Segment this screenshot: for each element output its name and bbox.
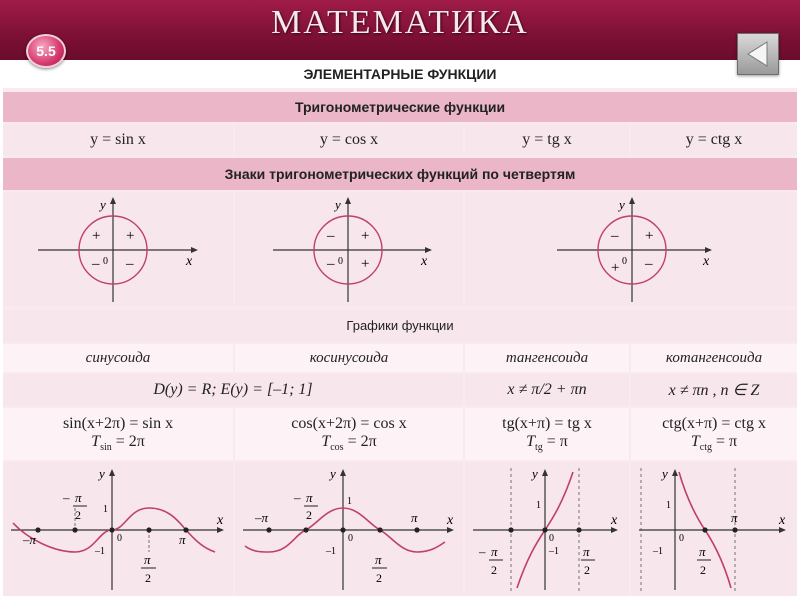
svg-text:π: π (179, 532, 186, 547)
svg-text:y: y (330, 466, 336, 481)
domain-sin-cos: D(y) = R; E(y) = [–1; 1] (3, 374, 463, 406)
period-eq-tg: tg(x+π) = tg x (502, 414, 592, 432)
svg-text:–1: –1 (653, 546, 663, 557)
sign-q3: – (92, 256, 100, 272)
sign-q1: + (126, 228, 135, 244)
name-ctg: котангенсоида (631, 344, 797, 372)
svg-text:0: 0 (348, 533, 353, 544)
svg-text:π: π (583, 544, 590, 559)
svg-text:0: 0 (549, 533, 554, 544)
name-cos: косинусоида (235, 344, 463, 372)
svg-text:–π: –π (255, 510, 269, 525)
svg-text:2: 2 (306, 508, 312, 522)
svg-text:–1: –1 (549, 546, 559, 557)
svg-text:1: 1 (347, 496, 352, 507)
sign-q4: – (645, 256, 653, 272)
period-value-tg: $T_{tg} = \pi$ (526, 432, 568, 454)
x-axis-label: x (421, 254, 428, 269)
svg-text:1: 1 (536, 500, 541, 511)
svg-text:–: – (63, 490, 70, 505)
period-eq-cos: cos(x+2π) = cos x (291, 414, 407, 432)
quadrant-signs-cos-diagram (235, 192, 463, 306)
svg-text:2: 2 (584, 563, 590, 577)
period-ctg (631, 408, 797, 460)
svg-text:π: π (491, 544, 498, 559)
period-tg (465, 408, 629, 460)
graphs-heading: Графики функции (3, 310, 797, 342)
svg-text:0: 0 (117, 533, 122, 544)
signs-cell-cos (235, 192, 463, 306)
svg-text:π: π (411, 510, 418, 525)
sign-q2: + (92, 228, 101, 244)
signs-cell-tg-ctg (465, 192, 797, 306)
svg-text:x: x (447, 513, 454, 528)
tangent-graph (465, 462, 629, 596)
svg-text:π: π (731, 510, 738, 525)
sign-q3: – (327, 256, 335, 272)
svg-text:π: π (75, 490, 82, 505)
period-value-ctg: $T_{ctg} = \pi$ (690, 432, 738, 454)
svg-text:2: 2 (145, 571, 151, 585)
svg-text:–1: –1 (326, 546, 336, 557)
y-axis-label: y (100, 197, 106, 212)
function-cos: y = cos x (235, 124, 463, 156)
period-value-sin: $T_{sin} = 2\pi$ (91, 432, 145, 454)
origin-label: 0 (103, 256, 108, 267)
svg-text:1: 1 (103, 504, 108, 515)
sign-q4: + (361, 256, 370, 272)
period-value-cos: $T_{cos} = 2\pi$ (321, 432, 377, 454)
sign-q2: – (327, 228, 335, 244)
svg-text:y: y (662, 466, 668, 481)
cosine-graph (235, 462, 463, 596)
sign-q3: + (611, 260, 620, 276)
y-axis-label: y (335, 197, 341, 212)
y-axis-label: y (619, 197, 625, 212)
svg-text:0: 0 (679, 533, 684, 544)
sign-q1: + (645, 228, 654, 244)
graph-cell-tg (465, 462, 629, 596)
svg-text:x: x (779, 513, 786, 528)
sine-graph (3, 462, 233, 596)
function-sin: y = sin x (3, 124, 233, 156)
period-eq-ctg: ctg(x+π) = ctg x (662, 414, 766, 432)
svg-text:1: 1 (666, 500, 671, 511)
svg-text:π: π (306, 490, 313, 505)
svg-text:π: π (144, 552, 151, 567)
svg-text:2: 2 (75, 508, 81, 522)
origin-label: 0 (622, 256, 627, 267)
x-axis-label: x (703, 254, 710, 269)
domain-tg: x ≠ π/2 + πn (465, 374, 629, 406)
svg-text:π: π (375, 552, 382, 567)
svg-text:y: y (99, 466, 105, 481)
graph-cell-sin (3, 462, 233, 596)
title-banner (0, 0, 800, 60)
svg-text:y: y (532, 466, 538, 481)
quadrant-signs-tg-ctg-diagram (465, 192, 797, 306)
svg-text:–: – (479, 544, 486, 559)
svg-text:2: 2 (491, 563, 497, 577)
function-tg: y = tg x (465, 124, 629, 156)
graph-cell-cos (235, 462, 463, 596)
period-eq-sin: sin(x+2π) = sin x (62, 414, 174, 432)
sign-q4: – (126, 256, 134, 272)
svg-text:–: – (294, 490, 301, 505)
svg-text:x: x (217, 513, 224, 528)
svg-text:2: 2 (700, 563, 706, 577)
section-badge: 5.5 (26, 34, 66, 68)
svg-text:x: x (611, 513, 618, 528)
name-sin: синусоида (3, 344, 233, 372)
x-axis-label: x (186, 254, 193, 269)
graph-cell-ctg (631, 462, 797, 596)
svg-text:–π: –π (23, 532, 37, 547)
period-sin (3, 408, 233, 460)
cotangent-graph (631, 462, 797, 596)
signs-heading: Знаки тригонометрических функций по четвертям (3, 158, 797, 190)
period-cos (235, 408, 463, 460)
svg-text:–1: –1 (95, 546, 105, 557)
quadrant-signs-sin-diagram (3, 192, 233, 306)
sign-q1: + (361, 228, 370, 244)
app-title: МАТЕМАТИКА (271, 4, 529, 41)
name-tg: тангенсоида (465, 344, 629, 372)
sign-q2: – (611, 228, 619, 244)
domain-ctg: x ≠ πn , n ∈ Z (631, 374, 797, 406)
function-ctg: y = ctg x (631, 124, 797, 156)
svg-text:π: π (699, 544, 706, 559)
page-subtitle: ЭЛЕМЕНТАРНЫЕ ФУНКЦИИ (303, 66, 497, 82)
svg-text:2: 2 (376, 571, 382, 585)
trig-heading: Тригонометрические функции (3, 92, 797, 122)
origin-label: 0 (338, 256, 343, 267)
signs-cell-sin (3, 192, 233, 306)
